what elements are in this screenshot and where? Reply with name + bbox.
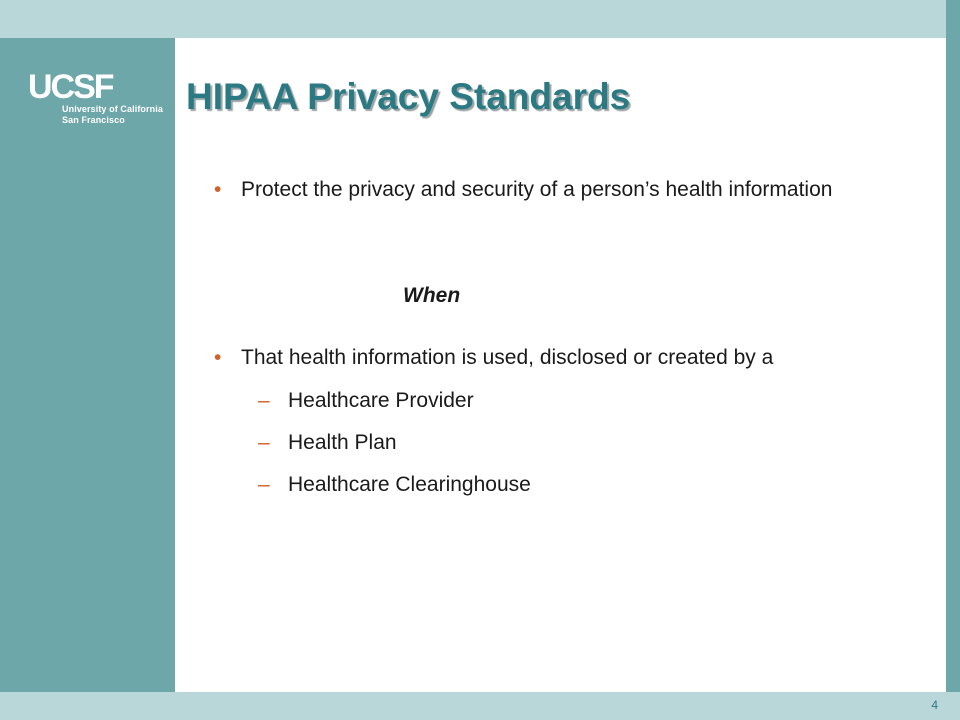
- bottom-band: [0, 692, 960, 720]
- sub-item-healthcare-clearinghouse: [258, 471, 531, 499]
- bullet-text-1: Protect the privacy and security of a person’s health information: [241, 178, 833, 201]
- bullet-dot-icon: •: [214, 346, 222, 369]
- bullet-text-2: That health information is used, disclosed or created by a: [241, 346, 774, 369]
- bullet-item-2: [214, 344, 914, 372]
- ucsf-logo-mark: [28, 66, 148, 104]
- sub-item-healthcare-provider: [258, 387, 474, 415]
- left-sidebar: [0, 38, 175, 692]
- connector-when: When: [403, 284, 461, 307]
- sub-item-label: Healthcare Provider: [288, 389, 474, 412]
- logo-line-1: University of California: [62, 104, 163, 114]
- ucsf-logo: [28, 66, 163, 126]
- logo-line-2: San Francisco: [62, 115, 125, 125]
- sub-item-health-plan: [258, 429, 397, 457]
- ucsf-logo-wordmark: UCSF: [28, 68, 113, 104]
- sub-item-label: Healthcare Clearinghouse: [288, 473, 531, 496]
- dash-icon: –: [258, 389, 270, 412]
- bullet-item-1: [214, 176, 914, 204]
- bullet-dot-icon: •: [214, 178, 222, 201]
- page-number: 4: [931, 698, 938, 712]
- sub-item-label: Health Plan: [288, 431, 397, 454]
- dash-icon: –: [258, 473, 270, 496]
- top-band: [0, 0, 960, 38]
- right-band: [946, 0, 960, 720]
- slide-title: HIPAA Privacy Standards: [186, 76, 631, 117]
- dash-icon: –: [258, 431, 270, 454]
